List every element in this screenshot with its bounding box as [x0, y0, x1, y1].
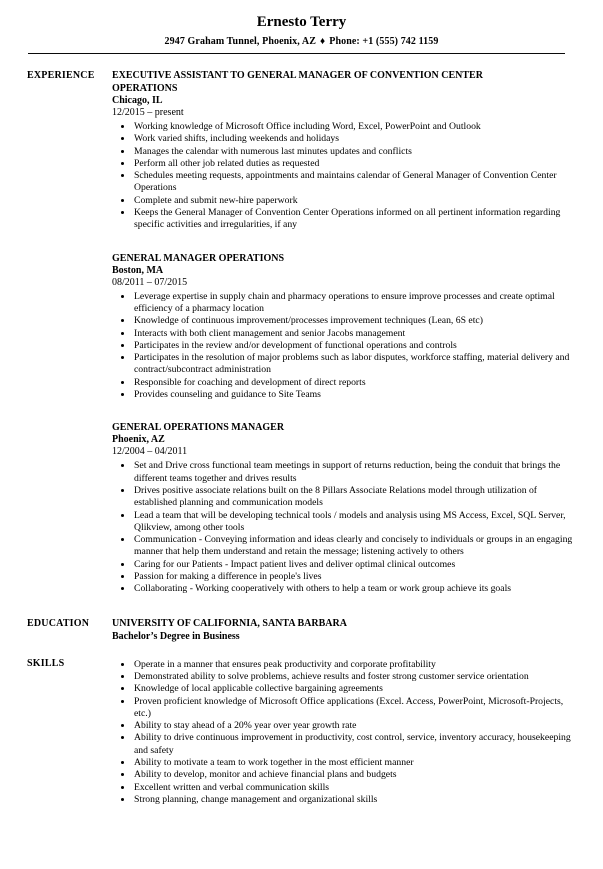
- section-label-education: EDUCATION: [27, 617, 90, 629]
- bullet-item: • Proven proficient knowledge of Microsoft Office applications (Excel. Access, PowerPoint, Microsoft-Projects, etc.): [133, 696, 573, 721]
- bullet-item: • Participates in the resolution of major problems such as labor disputes, workforce staffing, material delivery and contract/subcontract administration: [133, 352, 573, 377]
- bullet-item: • Demonstrated ability to solve problems, achieve results and foster strong customer service orientation: [133, 671, 573, 683]
- bullet-item: • Caring for our Patients - Impact patient lives and deliver optimal clinical outcomes: [133, 559, 573, 571]
- bullet-item: • Provides counseling and guidance to Site Teams: [133, 389, 573, 401]
- bullet-item: • Complete and submit new-hire paperwork: [133, 195, 573, 207]
- job-location: Chicago, IL: [112, 95, 163, 106]
- job-entry: [112, 69, 573, 232]
- job-location: Boston, MA: [112, 264, 164, 276]
- contact-address: 2947 Graham Tunnel, Phoenix, AZ: [164, 36, 317, 47]
- bullet-list: [112, 291, 573, 402]
- degree-name: Bachelor’s Degree in Business: [112, 630, 240, 642]
- bullet-item: • Leverage expertise in supply chain and pharmacy operations to ensure improve processes and create optimal efficiency of a pharmacy location: [133, 291, 573, 316]
- person-name: Ernesto Terry: [256, 14, 347, 30]
- bullet-item: • Lead a team that will be developing technical tools / models and analysis using MS Access, Excel, SQL Server, Qlikview, among other tools: [133, 510, 573, 535]
- bullet-item: • Manages the calendar with numerous last minutes updates and conflicts: [133, 146, 573, 158]
- bullet-item: • Working knowledge of Microsoft Office including Word, Excel, PowerPoint and Outlook: [133, 121, 573, 133]
- bullet-item: • Passion for making a difference in people's lives: [133, 571, 573, 583]
- bullet-item: • Work varied shifts, including weekends and holidays: [133, 133, 573, 145]
- bullet-item: • Ability to develop, monitor and achieve financial plans and budgets: [133, 769, 573, 781]
- bullet-list: [112, 121, 573, 232]
- section-label-experience: EXPERIENCE: [27, 70, 95, 81]
- bullet-list: [112, 460, 573, 595]
- job-dates: 08/2011 – 07/2015: [112, 276, 188, 288]
- header-divider: [28, 53, 565, 54]
- bullet-item: • Knowledge of continuous improvement/processes improvement techniques (Lean, 6S etc): [133, 315, 573, 327]
- experience-section: [112, 69, 573, 596]
- bullet-item: • Ability to stay ahead of a 20% year over year growth rate: [133, 720, 573, 732]
- bullet-item: • Keeps the General Manager of Convention Center Operations informed on all pertinent information regarding specific activities and irregularities, if any: [133, 207, 573, 232]
- job-title: EXECUTIVE ASSISTANT TO GENERAL MANAGER OF CONVENTION CENTER OPERATIONS: [112, 70, 483, 94]
- job-title: GENERAL MANAGER OPERATIONS: [112, 252, 285, 264]
- education-section: [112, 617, 573, 643]
- bullet-item: • Set and Drive cross functional team meetings in support of returns reduction, being the conduit that brings the different teams together and drives results: [133, 460, 573, 485]
- bullet-item: • Drives positive associate relations built on the 8 Pillars Associate Relations model through utilization of established planning and communication models: [133, 485, 573, 510]
- bullet-item: • Perform all other job related duties as requested: [133, 158, 573, 170]
- bullet-item: • Excellent written and verbal communication skills: [133, 782, 573, 794]
- bullet-item: • Interacts with both client management and senior Jacobs management: [133, 328, 573, 340]
- job-title: GENERAL OPERATIONS MANAGER: [112, 422, 285, 434]
- section-label-skills: SKILLS: [27, 657, 65, 669]
- bullet-item: • Ability to drive continuous improvement in productivity, cost control, service, inventory accuracy, housekeeping and safety: [133, 732, 573, 757]
- bullet-item: • Schedules meeting requests, appointments and maintains calendar of General Manager of Convention Center Operations: [133, 170, 573, 195]
- contact-line: [0, 36, 603, 48]
- bullet-item: • Communication - Conveying information and ideas clearly and concisely to individuals or groups in an engaging manner that help them understand and retain the message; listening actively to others: [133, 534, 573, 559]
- bullet-item: • Collaborating - Working cooperatively with others to help a team or work group achieve its goals: [133, 583, 573, 595]
- skills-section: [112, 657, 573, 807]
- job-location: Phoenix, AZ: [112, 434, 165, 446]
- job-entry: [112, 421, 573, 595]
- job-entry: [112, 252, 573, 402]
- bullet-item: • Knowledge of local applicable collective bargaining agreements: [133, 683, 573, 695]
- bullet-list: [112, 659, 573, 807]
- job-dates: 12/2015 – present: [112, 107, 184, 118]
- bullet-item: • Ability to motivate a team to work together in the most efficient manner: [133, 757, 573, 769]
- bullet-item: • Operate in a manner that ensures peak productivity and corporate profitability: [133, 659, 573, 671]
- school-name: UNIVERSITY OF CALIFORNIA, SANTA BARBARA: [112, 617, 347, 629]
- bullet-item: • Strong planning, change management and organizational skills: [133, 794, 573, 806]
- bullet-item: • Participates in the review and/or development of functional operations and controls: [133, 340, 573, 352]
- job-dates: 12/2004 – 04/2011: [112, 446, 188, 458]
- contact-phone: Phone: +1 (555) 742 1159: [329, 36, 439, 47]
- diamond-icon: ♦: [320, 36, 326, 47]
- resume-body: [0, 69, 603, 806]
- bullet-item: • Responsible for coaching and development of direct reports: [133, 377, 573, 389]
